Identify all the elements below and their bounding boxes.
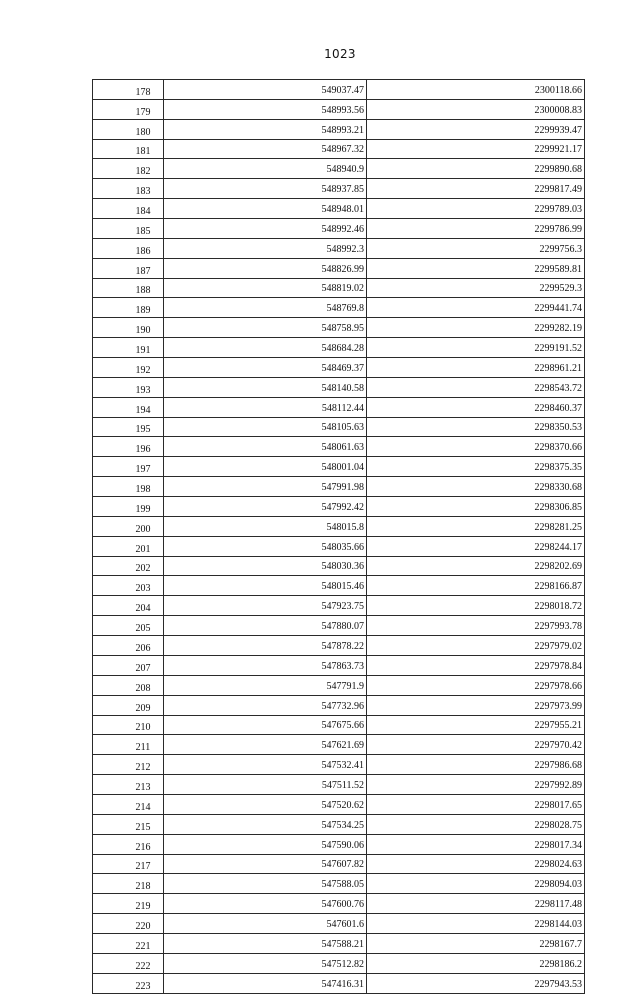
- y-coordinate-cell: 2299789.03: [367, 199, 585, 219]
- x-coordinate-cell: 547791.9: [164, 675, 367, 695]
- y-coordinate-cell: 2298167.7: [367, 933, 585, 953]
- y-coordinate-cell: 2297955.21: [367, 715, 585, 735]
- point-number-cell: 188: [93, 278, 164, 298]
- table-row: [93, 298, 585, 318]
- x-coordinate-cell: 548769.8: [164, 298, 367, 318]
- point-number-cell: 217: [93, 854, 164, 874]
- y-coordinate-cell: 2298306.85: [367, 497, 585, 517]
- y-coordinate-cell: 2297978.84: [367, 655, 585, 675]
- x-coordinate-cell: 548015.8: [164, 516, 367, 536]
- y-coordinate-cell: 2298375.35: [367, 457, 585, 477]
- y-coordinate-cell: 2298202.69: [367, 556, 585, 576]
- point-number-cell: 178: [93, 80, 164, 100]
- y-coordinate-cell: 2299921.17: [367, 139, 585, 159]
- table-row: [93, 179, 585, 199]
- x-coordinate-cell: 547511.52: [164, 775, 367, 795]
- table-row: [93, 655, 585, 675]
- table-row: [93, 258, 585, 278]
- table-row: [93, 775, 585, 795]
- x-coordinate-cell: 548937.85: [164, 179, 367, 199]
- y-coordinate-cell: 2299890.68: [367, 159, 585, 179]
- point-number-cell: 202: [93, 556, 164, 576]
- x-coordinate-cell: 547416.31: [164, 973, 367, 993]
- table-row: [93, 874, 585, 894]
- x-coordinate-cell: 548992.46: [164, 219, 367, 239]
- point-number-cell: 198: [93, 477, 164, 497]
- y-coordinate-cell: 2299589.81: [367, 258, 585, 278]
- table-row: [93, 159, 585, 179]
- x-coordinate-cell: 547675.66: [164, 715, 367, 735]
- table-row: [93, 596, 585, 616]
- y-coordinate-cell: 2299282.19: [367, 318, 585, 338]
- y-coordinate-cell: 2297979.02: [367, 636, 585, 656]
- point-number-cell: 222: [93, 953, 164, 973]
- coordinate-table-body: [93, 80, 585, 994]
- point-number-cell: 185: [93, 219, 164, 239]
- point-number-cell: 199: [93, 497, 164, 517]
- y-coordinate-cell: 2300008.83: [367, 99, 585, 119]
- x-coordinate-cell: 547600.76: [164, 894, 367, 914]
- table-row: [93, 854, 585, 874]
- x-coordinate-cell: 548826.99: [164, 258, 367, 278]
- table-row: [93, 199, 585, 219]
- table-row: [93, 576, 585, 596]
- table-row: [93, 715, 585, 735]
- point-number-cell: 203: [93, 576, 164, 596]
- y-coordinate-cell: 2297943.53: [367, 973, 585, 993]
- x-coordinate-cell: 547590.06: [164, 834, 367, 854]
- table-row: [93, 536, 585, 556]
- y-coordinate-cell: 2298370.66: [367, 437, 585, 457]
- y-coordinate-cell: 2299756.3: [367, 238, 585, 258]
- table-row: [93, 675, 585, 695]
- x-coordinate-cell: 548684.28: [164, 338, 367, 358]
- point-number-cell: 197: [93, 457, 164, 477]
- y-coordinate-cell: 2299529.3: [367, 278, 585, 298]
- y-coordinate-cell: 2298018.72: [367, 596, 585, 616]
- point-number-cell: 208: [93, 675, 164, 695]
- point-number-cell: 192: [93, 358, 164, 378]
- table-row: [93, 914, 585, 934]
- table-row: [93, 973, 585, 993]
- point-number-cell: 193: [93, 377, 164, 397]
- y-coordinate-cell: 2298166.87: [367, 576, 585, 596]
- y-coordinate-cell: 2297970.42: [367, 735, 585, 755]
- point-number-cell: 196: [93, 437, 164, 457]
- y-coordinate-cell: 2297986.68: [367, 755, 585, 775]
- x-coordinate-cell: 547588.21: [164, 933, 367, 953]
- table-row: [93, 755, 585, 775]
- point-number-cell: 195: [93, 417, 164, 437]
- table-row: [93, 933, 585, 953]
- x-coordinate-cell: 548140.58: [164, 377, 367, 397]
- point-number-cell: 204: [93, 596, 164, 616]
- point-number-cell: 184: [93, 199, 164, 219]
- x-coordinate-cell: 547878.22: [164, 636, 367, 656]
- table-row: [93, 139, 585, 159]
- table-row: [93, 219, 585, 239]
- coordinate-table: [92, 79, 585, 994]
- x-coordinate-cell: 547923.75: [164, 596, 367, 616]
- table-row: [93, 814, 585, 834]
- table-row: [93, 99, 585, 119]
- point-number-cell: 190: [93, 318, 164, 338]
- x-coordinate-cell: 548001.04: [164, 457, 367, 477]
- x-coordinate-cell: 547520.62: [164, 794, 367, 814]
- y-coordinate-cell: 2298330.68: [367, 477, 585, 497]
- table-row: [93, 119, 585, 139]
- point-number-cell: 186: [93, 238, 164, 258]
- y-coordinate-cell: 2298144.03: [367, 914, 585, 934]
- table-row: [93, 397, 585, 417]
- x-coordinate-cell: 547532.41: [164, 755, 367, 775]
- x-coordinate-cell: 547607.82: [164, 854, 367, 874]
- point-number-cell: 214: [93, 794, 164, 814]
- table-row: [93, 636, 585, 656]
- y-coordinate-cell: 2298117.48: [367, 894, 585, 914]
- table-row: [93, 377, 585, 397]
- y-coordinate-cell: 2298024.63: [367, 854, 585, 874]
- table-row: [93, 278, 585, 298]
- y-coordinate-cell: 2299786.99: [367, 219, 585, 239]
- point-number-cell: 210: [93, 715, 164, 735]
- y-coordinate-cell: 2299441.74: [367, 298, 585, 318]
- point-number-cell: 194: [93, 397, 164, 417]
- point-number-cell: 223: [93, 973, 164, 993]
- table-row: [93, 358, 585, 378]
- point-number-cell: 201: [93, 536, 164, 556]
- point-number-cell: 216: [93, 834, 164, 854]
- page-number: 1023: [324, 47, 356, 61]
- y-coordinate-cell: 2299939.47: [367, 119, 585, 139]
- table-row: [93, 457, 585, 477]
- y-coordinate-cell: 2299817.49: [367, 179, 585, 199]
- x-coordinate-cell: 548940.9: [164, 159, 367, 179]
- table-row: [93, 417, 585, 437]
- point-number-cell: 220: [93, 914, 164, 934]
- point-number-cell: 179: [93, 99, 164, 119]
- y-coordinate-cell: 2298350.53: [367, 417, 585, 437]
- y-coordinate-cell: 2298244.17: [367, 536, 585, 556]
- x-coordinate-cell: 548112.44: [164, 397, 367, 417]
- table-row: [93, 556, 585, 576]
- table-row: [93, 735, 585, 755]
- point-number-cell: 182: [93, 159, 164, 179]
- point-number-cell: 200: [93, 516, 164, 536]
- table-row: [93, 338, 585, 358]
- table-row: [93, 894, 585, 914]
- table-row: [93, 834, 585, 854]
- point-number-cell: 183: [93, 179, 164, 199]
- x-coordinate-cell: 548061.63: [164, 437, 367, 457]
- point-number-cell: 215: [93, 814, 164, 834]
- point-number-cell: 213: [93, 775, 164, 795]
- y-coordinate-cell: 2298543.72: [367, 377, 585, 397]
- y-coordinate-cell: 2298281.25: [367, 516, 585, 536]
- x-coordinate-cell: 548469.37: [164, 358, 367, 378]
- point-number-cell: 180: [93, 119, 164, 139]
- x-coordinate-cell: 548758.95: [164, 318, 367, 338]
- x-coordinate-cell: 548967.32: [164, 139, 367, 159]
- y-coordinate-cell: 2298460.37: [367, 397, 585, 417]
- x-coordinate-cell: 547621.69: [164, 735, 367, 755]
- point-number-cell: 209: [93, 695, 164, 715]
- table-row: [93, 794, 585, 814]
- y-coordinate-cell: 2298186.2: [367, 953, 585, 973]
- table-row: [93, 318, 585, 338]
- x-coordinate-cell: 547863.73: [164, 655, 367, 675]
- x-coordinate-cell: 547732.96: [164, 695, 367, 715]
- x-coordinate-cell: 547991.98: [164, 477, 367, 497]
- y-coordinate-cell: 2298094.03: [367, 874, 585, 894]
- x-coordinate-cell: 548993.21: [164, 119, 367, 139]
- x-coordinate-cell: 548992.3: [164, 238, 367, 258]
- point-number-cell: 207: [93, 655, 164, 675]
- table-row: [93, 238, 585, 258]
- point-number-cell: 218: [93, 874, 164, 894]
- y-coordinate-cell: 2300118.66: [367, 80, 585, 100]
- table-row: [93, 477, 585, 497]
- y-coordinate-cell: 2297993.78: [367, 616, 585, 636]
- table-row: [93, 953, 585, 973]
- x-coordinate-cell: 548993.56: [164, 99, 367, 119]
- x-coordinate-cell: 547534.25: [164, 814, 367, 834]
- table-row: [93, 695, 585, 715]
- point-number-cell: 189: [93, 298, 164, 318]
- table-row: [93, 437, 585, 457]
- x-coordinate-cell: 547880.07: [164, 616, 367, 636]
- y-coordinate-cell: 2298961.21: [367, 358, 585, 378]
- x-coordinate-cell: 548035.66: [164, 536, 367, 556]
- x-coordinate-cell: 547512.82: [164, 953, 367, 973]
- point-number-cell: 187: [93, 258, 164, 278]
- x-coordinate-cell: 548819.02: [164, 278, 367, 298]
- y-coordinate-cell: 2299191.52: [367, 338, 585, 358]
- point-number-cell: 206: [93, 636, 164, 656]
- x-coordinate-cell: 548948.01: [164, 199, 367, 219]
- x-coordinate-cell: 548015.46: [164, 576, 367, 596]
- x-coordinate-cell: 547601.6: [164, 914, 367, 934]
- table-row: [93, 497, 585, 517]
- table-row: [93, 616, 585, 636]
- point-number-cell: 219: [93, 894, 164, 914]
- x-coordinate-cell: 549037.47: [164, 80, 367, 100]
- y-coordinate-cell: 2298017.65: [367, 794, 585, 814]
- point-number-cell: 205: [93, 616, 164, 636]
- x-coordinate-cell: 547992.42: [164, 497, 367, 517]
- y-coordinate-cell: 2297978.66: [367, 675, 585, 695]
- point-number-cell: 211: [93, 735, 164, 755]
- point-number-cell: 212: [93, 755, 164, 775]
- table-row: [93, 516, 585, 536]
- point-number-cell: 181: [93, 139, 164, 159]
- y-coordinate-cell: 2298028.75: [367, 814, 585, 834]
- y-coordinate-cell: 2298017.34: [367, 834, 585, 854]
- x-coordinate-cell: 547588.05: [164, 874, 367, 894]
- point-number-cell: 191: [93, 338, 164, 358]
- x-coordinate-cell: 548105.63: [164, 417, 367, 437]
- y-coordinate-cell: 2297973.99: [367, 695, 585, 715]
- y-coordinate-cell: 2297992.89: [367, 775, 585, 795]
- point-number-cell: 221: [93, 933, 164, 953]
- table-row: [93, 80, 585, 100]
- x-coordinate-cell: 548030.36: [164, 556, 367, 576]
